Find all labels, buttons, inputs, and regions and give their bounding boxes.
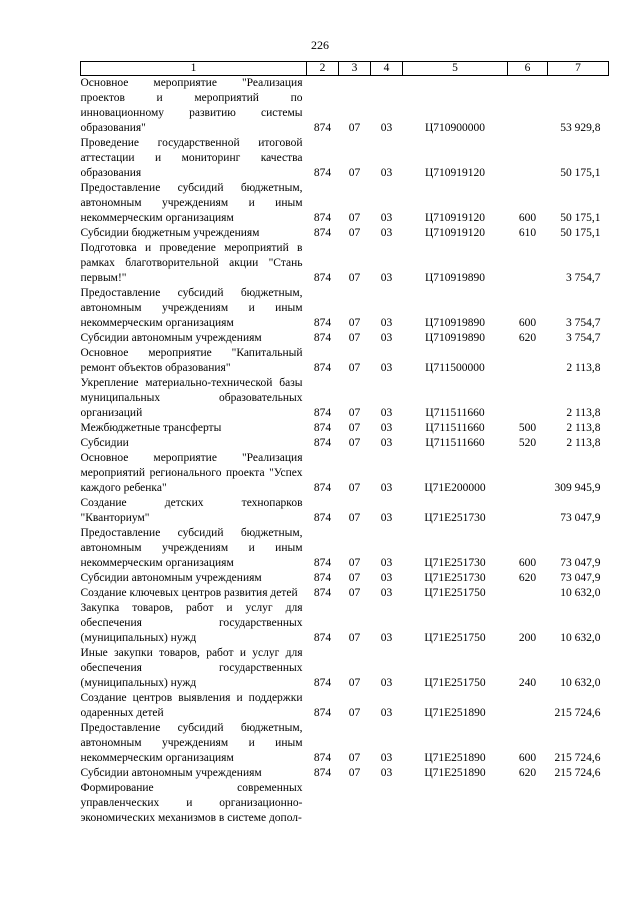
target-article-cell: Ц710919890 xyxy=(424,332,486,344)
code-admin-cell xyxy=(307,781,339,826)
budget-table xyxy=(80,61,609,826)
table-body xyxy=(81,76,609,827)
amount-cell: 53 929,8 xyxy=(560,122,601,134)
code-section-cell xyxy=(339,781,371,826)
code-section-cell: 07 xyxy=(348,437,361,449)
row-name-cell: Предоставление субсидий бюджетным, автономным учреждениям и иным некоммерческим организациям xyxy=(80,527,303,569)
code-section-cell: 07 xyxy=(348,572,361,584)
row-name-cell: Создание центров выявления и поддержки одаренных детей xyxy=(80,692,303,719)
target-article-cell: Ц710919120 xyxy=(424,227,486,239)
table-row xyxy=(81,601,609,646)
code-section-cell: 07 xyxy=(348,587,361,599)
code-section-cell: 07 xyxy=(348,317,361,329)
amount-cell: 50 175,1 xyxy=(560,167,601,179)
row-name-cell: Основное мероприятие "Реализация мероприятий регионального проекта "Успех каждого ребенка" xyxy=(80,452,303,494)
amount-cell: 215 724,6 xyxy=(554,707,601,719)
code-subsection-cell xyxy=(371,781,403,826)
amount-cell: 3 754,7 xyxy=(566,317,601,329)
expense-type-cell xyxy=(508,136,548,181)
amount-cell: 10 632,0 xyxy=(560,677,601,689)
target-article-cell: Ц710900000 xyxy=(424,122,486,134)
code-subsection-cell: 03 xyxy=(380,572,393,584)
amount-cell: 309 945,9 xyxy=(554,482,601,494)
code-section-cell: 07 xyxy=(348,407,361,419)
expense-type-cell xyxy=(508,691,548,721)
code-admin-cell: 874 xyxy=(313,272,332,284)
amount-cell: 73 047,9 xyxy=(560,512,601,524)
amount-cell: 2 113,8 xyxy=(566,407,601,419)
target-article-cell: Ц711511660 xyxy=(425,422,485,434)
code-admin-cell: 874 xyxy=(313,572,332,584)
expense-type-cell: 200 xyxy=(518,632,537,644)
code-admin-cell: 874 xyxy=(313,317,332,329)
row-name-cell: Субсидии автономным учреждениям xyxy=(80,332,262,344)
target-article-cell: Ц71Е251890 xyxy=(424,767,486,779)
code-subsection-cell: 03 xyxy=(380,317,393,329)
code-admin-cell: 874 xyxy=(313,587,332,599)
code-section-cell: 07 xyxy=(348,677,361,689)
code-section-cell: 07 xyxy=(348,362,361,374)
expense-type-cell: 620 xyxy=(518,767,537,779)
code-subsection-cell: 03 xyxy=(380,332,393,344)
code-subsection-cell: 03 xyxy=(380,677,393,689)
row-name-cell: Укрепление материально-технической базы муниципальных образовательных организаций xyxy=(80,377,303,419)
expense-type-cell: 240 xyxy=(518,677,537,689)
expense-type-cell xyxy=(508,496,548,526)
row-name-cell: Субсидии автономным учреждениям xyxy=(80,767,262,779)
table-row xyxy=(81,781,609,826)
amount-cell: 215 724,6 xyxy=(554,767,601,779)
code-admin-cell: 874 xyxy=(313,632,332,644)
row-name-cell: Создание детских технопарков "Кванториум" xyxy=(80,497,303,524)
target-article-cell: Ц710919890 xyxy=(424,317,486,329)
amount-cell: 50 175,1 xyxy=(560,212,601,224)
amount-cell: 2 113,8 xyxy=(566,362,601,374)
code-admin-cell: 874 xyxy=(313,677,332,689)
code-admin-cell: 874 xyxy=(313,167,332,179)
code-subsection-cell: 03 xyxy=(380,767,393,779)
amount-cell: 50 175,1 xyxy=(560,227,601,239)
amount-cell: 10 632,0 xyxy=(560,587,601,599)
code-section-cell: 07 xyxy=(348,632,361,644)
code-admin-cell: 874 xyxy=(313,362,332,374)
expense-type-cell: 600 xyxy=(518,752,537,764)
code-subsection-cell: 03 xyxy=(380,437,393,449)
code-section-cell: 07 xyxy=(348,482,361,494)
column-header-4: 4 xyxy=(371,62,403,76)
table-row xyxy=(81,421,609,436)
page-number: 226 xyxy=(311,38,329,52)
target-article-cell: Ц71Е251730 xyxy=(424,557,486,569)
code-section-cell: 07 xyxy=(348,752,361,764)
code-section-cell: 07 xyxy=(348,707,361,719)
row-name-cell: Иные закупки товаров, работ и услуг для обеспечения государственных (муниципальных) нужд xyxy=(80,647,303,689)
code-subsection-cell: 03 xyxy=(380,362,393,374)
amount-cell: 10 632,0 xyxy=(560,632,601,644)
code-admin-cell: 874 xyxy=(313,422,332,434)
row-name-cell: Предоставление субсидий бюджетным, автономным учреждениям и иным некоммерческим организациям xyxy=(80,287,303,329)
code-subsection-cell: 03 xyxy=(380,122,393,134)
table-row xyxy=(81,286,609,331)
code-admin-cell: 874 xyxy=(313,332,332,344)
code-admin-cell: 874 xyxy=(313,557,332,569)
code-admin-cell: 874 xyxy=(313,437,332,449)
code-subsection-cell: 03 xyxy=(380,227,393,239)
code-section-cell: 07 xyxy=(348,227,361,239)
table-row xyxy=(81,646,609,691)
target-article-cell: Ц711500000 xyxy=(425,362,485,374)
target-article-cell: Ц71Е200000 xyxy=(424,482,486,494)
expense-type-cell xyxy=(508,241,548,286)
amount-cell: 2 113,8 xyxy=(566,422,601,434)
target-article-cell: Ц710919120 xyxy=(424,167,486,179)
table-row xyxy=(81,76,609,137)
code-subsection-cell: 03 xyxy=(380,632,393,644)
amount-cell: 215 724,6 xyxy=(554,752,601,764)
code-section-cell: 07 xyxy=(348,167,361,179)
code-section-cell: 07 xyxy=(348,557,361,569)
table-row xyxy=(81,571,609,586)
code-subsection-cell: 03 xyxy=(380,167,393,179)
code-subsection-cell: 03 xyxy=(380,272,393,284)
target-article-cell: Ц71Е251750 xyxy=(424,677,486,689)
expense-type-cell: 600 xyxy=(518,317,537,329)
column-header-5: 5 xyxy=(403,62,508,76)
amount-cell xyxy=(548,781,609,826)
table-row xyxy=(81,436,609,451)
table-row xyxy=(81,691,609,721)
table-row xyxy=(81,526,609,571)
row-name-cell: Проведение государственной итоговой аттестации и мониторинг качества образования xyxy=(80,137,303,179)
expense-type-cell xyxy=(508,346,548,376)
table-row xyxy=(81,136,609,181)
target-article-cell: Ц711511660 xyxy=(425,437,485,449)
table-row xyxy=(81,241,609,286)
table-row xyxy=(81,496,609,526)
target-article-cell: Ц71Е251890 xyxy=(424,707,486,719)
amount-cell: 3 754,7 xyxy=(566,332,601,344)
row-name-cell: Закупка товаров, работ и услуг для обеспечения государственных (муниципальных) нужд xyxy=(80,602,303,644)
code-subsection-cell: 03 xyxy=(380,752,393,764)
target-article-cell xyxy=(403,781,508,826)
table-row xyxy=(81,721,609,766)
row-name-cell: Субсидии автономным учреждениям xyxy=(80,572,262,584)
row-name-cell: Субсидии бюджетным учреждениям xyxy=(80,227,260,239)
row-name-cell: Создание ключевых центров развития детей xyxy=(80,587,298,599)
row-name-cell: Предоставление субсидий бюджетным, автономным учреждениям и иным некоммерческим организациям xyxy=(80,182,303,224)
target-article-cell: Ц71Е251750 xyxy=(424,587,486,599)
amount-cell: 3 754,7 xyxy=(566,272,601,284)
expense-type-cell: 620 xyxy=(518,572,537,584)
table-row xyxy=(81,331,609,346)
row-name-cell: Формирование современных управленческих и организационно-экономических механизмов в системе допол- xyxy=(80,782,303,824)
code-subsection-cell: 03 xyxy=(380,482,393,494)
row-name-cell: Основное мероприятие "Реализация проектов и мероприятий по инновационному развитию системы образования" xyxy=(80,77,303,134)
expense-type-cell xyxy=(508,451,548,496)
target-article-cell: Ц710919120 xyxy=(424,212,486,224)
amount-cell: 73 047,9 xyxy=(560,557,601,569)
code-subsection-cell: 03 xyxy=(380,212,393,224)
column-header-2: 2 xyxy=(307,62,339,76)
amount-cell: 73 047,9 xyxy=(560,572,601,584)
target-article-cell: Ц71Е251730 xyxy=(424,572,486,584)
expense-type-cell xyxy=(508,376,548,421)
column-header-3: 3 xyxy=(339,62,371,76)
row-name-cell: Субсидии xyxy=(80,437,129,449)
code-admin-cell: 874 xyxy=(313,227,332,239)
table-row xyxy=(81,346,609,376)
code-admin-cell: 874 xyxy=(313,212,332,224)
expense-type-cell: 600 xyxy=(518,212,537,224)
code-subsection-cell: 03 xyxy=(380,422,393,434)
code-admin-cell: 874 xyxy=(313,122,332,134)
amount-cell: 2 113,8 xyxy=(566,437,601,449)
code-admin-cell: 874 xyxy=(313,407,332,419)
code-section-cell: 07 xyxy=(348,767,361,779)
code-admin-cell: 874 xyxy=(313,512,332,524)
code-section-cell: 07 xyxy=(348,332,361,344)
expense-type-cell: 520 xyxy=(518,437,537,449)
code-admin-cell: 874 xyxy=(313,767,332,779)
table-row xyxy=(81,451,609,496)
target-article-cell: Ц711511660 xyxy=(425,407,485,419)
expense-type-cell: 610 xyxy=(518,227,537,239)
expense-type-cell: 600 xyxy=(518,557,537,569)
target-article-cell: Ц71Е251730 xyxy=(424,512,486,524)
expense-type-cell xyxy=(508,586,548,601)
code-subsection-cell: 03 xyxy=(380,587,393,599)
target-article-cell: Ц710919890 xyxy=(424,272,486,284)
code-subsection-cell: 03 xyxy=(380,407,393,419)
code-subsection-cell: 03 xyxy=(380,707,393,719)
table-row xyxy=(81,766,609,781)
row-name-cell: Подготовка и проведение мероприятий в рамках благотворительной акции "Стань первым!" xyxy=(80,242,303,284)
column-header-7: 7 xyxy=(548,62,609,76)
code-admin-cell: 874 xyxy=(313,482,332,494)
code-section-cell: 07 xyxy=(348,422,361,434)
code-admin-cell: 874 xyxy=(313,752,332,764)
expense-type-cell xyxy=(508,76,548,137)
code-admin-cell: 874 xyxy=(313,707,332,719)
expense-type-cell: 620 xyxy=(518,332,537,344)
table-row xyxy=(81,226,609,241)
row-name-cell: Межбюджетные трансферты xyxy=(80,422,222,434)
table-row xyxy=(81,586,609,601)
code-section-cell: 07 xyxy=(348,122,361,134)
code-section-cell: 07 xyxy=(348,512,361,524)
expense-type-cell: 500 xyxy=(518,422,537,434)
table-row xyxy=(81,376,609,421)
column-header-6: 6 xyxy=(508,62,548,76)
target-article-cell: Ц71Е251750 xyxy=(424,632,486,644)
target-article-cell: Ц71Е251890 xyxy=(424,752,486,764)
code-section-cell: 07 xyxy=(348,212,361,224)
table-row xyxy=(81,181,609,226)
code-subsection-cell: 03 xyxy=(380,557,393,569)
code-section-cell: 07 xyxy=(348,272,361,284)
header-row xyxy=(81,62,609,76)
expense-type-cell xyxy=(508,781,548,826)
row-name-cell: Основное мероприятие "Капитальный ремонт объектов образования" xyxy=(80,347,303,374)
code-subsection-cell: 03 xyxy=(380,512,393,524)
column-header-1: 1 xyxy=(81,62,307,76)
row-name-cell: Предоставление субсидий бюджетным, автономным учреждениям и иным некоммерческим организациям xyxy=(80,722,303,764)
